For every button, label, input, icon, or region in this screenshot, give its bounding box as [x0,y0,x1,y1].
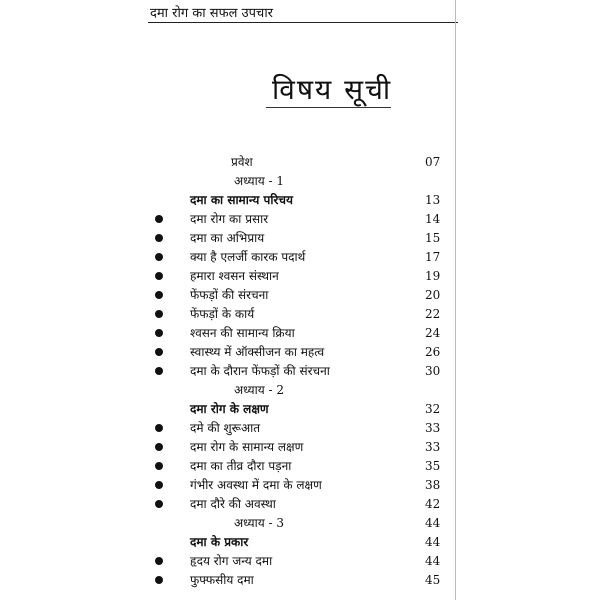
toc-entry [0,286,600,305]
toc-entry [0,362,600,381]
toc-entry [0,324,600,343]
toc-entry-title: दमा दौरे की अवस्था [190,497,276,511]
toc-entry-title: दमा रोग के लक्षण [190,402,269,416]
toc-entry [0,419,600,438]
toc-entry-title: दमा का तीव्र दौरा पड़ना [190,459,292,473]
toc-entry-title: अध्याय - 2 [234,383,285,397]
toc-page-number: 32 [425,402,441,416]
toc-page-number: 15 [425,231,441,245]
toc-entry-title: दमा रोग के सामान्य लक्षण [190,440,304,454]
toc-page-number: 14 [425,212,441,226]
toc-page-number: 26 [425,345,441,359]
toc-entry [0,305,600,324]
toc-entry [0,153,600,172]
toc-entry-title: हमारा श्वसन संस्थान [190,269,279,283]
toc-page-number: 13 [425,193,441,207]
toc-entry-title: दमे की शुरूआत [190,421,261,435]
toc-entry-title: दमा रोग का प्रसार [190,212,269,226]
toc-page-number: 33 [425,440,441,454]
page-title: विषय सूची [272,73,393,106]
bullet-icon [155,272,163,280]
bullet-icon [155,234,163,242]
toc-page-number: 44 [425,535,441,549]
toc-page-number: 17 [425,250,441,264]
toc-entry-title: दमा का अभिप्राय [190,231,265,245]
bullet-icon [155,348,163,356]
toc-page-number: 19 [425,269,441,283]
bullet-icon [155,367,163,375]
toc-entry [0,248,600,267]
toc-page-number: 44 [425,516,441,530]
toc-entry [0,210,600,229]
toc-entry [0,476,600,495]
toc-entry-title: अध्याय - 3 [234,516,285,530]
toc-page-number: 07 [425,155,441,169]
toc-entry [0,229,600,248]
toc-entry-title: हृदय रोग जन्य दमा [190,554,273,568]
toc-entry [0,191,600,210]
toc-page-number: 33 [425,421,441,435]
toc-entry [0,438,600,457]
toc-entry-title: फेंफड़ों की संरचना [190,288,269,302]
bullet-icon [155,576,163,584]
toc-entry-title: गंभीर अवस्था में दमा के लक्षण [190,478,322,492]
bullet-icon [155,462,163,470]
toc-entry [0,381,600,400]
toc-entry [0,267,600,286]
toc-page-number: 24 [425,326,441,340]
bullet-icon [155,500,163,508]
toc-entry [0,172,600,191]
toc-entry-title: फेंफड़ों के कार्य [190,307,255,321]
toc-entry-title: स्वास्थ्य में ऑक्सीजन का महत्व [190,345,325,359]
toc-entry [0,457,600,476]
title-underline [266,107,391,108]
toc-entry [0,552,600,571]
toc-entry-title: दमा के दौरान फेंफड़ों की संरचना [190,364,330,378]
bullet-icon [155,215,163,223]
toc-page-number: 38 [425,478,441,492]
running-head: दमा रोग का सफल उपचार [150,6,273,21]
toc-entry [0,571,600,590]
bullet-icon [155,424,163,432]
header-rule [148,22,458,23]
toc-page-number: 20 [425,288,441,302]
bullet-icon [155,443,163,451]
toc-page-number: 44 [425,554,441,568]
toc-entry-title: क्या है एलर्जी कारक पदार्थ [190,250,306,264]
toc-page-number: 42 [425,497,441,511]
toc-page-number: 45 [425,573,441,587]
bullet-icon [155,291,163,299]
toc-entry [0,514,600,533]
bullet-icon [155,329,163,337]
bullet-icon [155,310,163,318]
toc-page-number: 22 [425,307,441,321]
toc-entry-title: अध्याय - 1 [234,174,285,188]
bullet-icon [155,253,163,261]
toc-entry-title: प्रवेश [231,155,253,169]
toc-entry [0,495,600,514]
toc-entry [0,400,600,419]
toc-entry [0,343,600,362]
toc-entry-title: फुफ्फसीय दमा [190,573,254,587]
bullet-icon [155,481,163,489]
toc-page-number: 30 [425,364,441,378]
toc-entry-title: श्वसन की सामान्य क्रिया [190,326,295,340]
toc-entry-title: दमा के प्रकार [190,535,249,549]
toc-entry-title: दमा का सामान्य परिचय [190,193,293,207]
toc-page-number: 35 [425,459,441,473]
toc-entry [0,533,600,552]
bullet-icon [155,557,163,565]
